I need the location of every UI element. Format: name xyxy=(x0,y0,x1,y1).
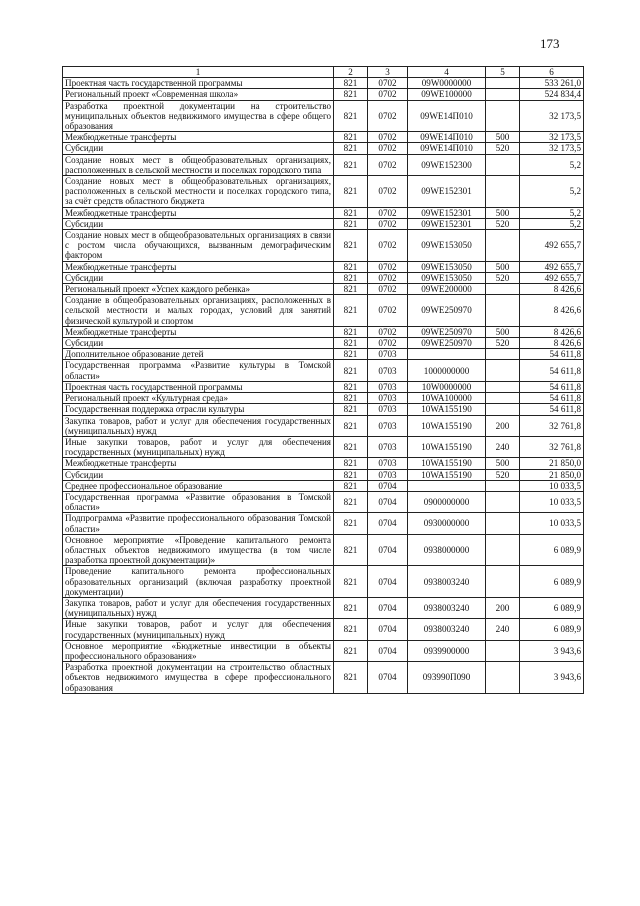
row-ministry-code: 821 xyxy=(334,295,368,327)
row-amount: 6 089,9 xyxy=(520,566,584,598)
row-name: Создание новых мест в общеобразовательных организациях, расположенных в сельской местности и поселках городского типа, за счёт средств областного бюджета xyxy=(63,176,334,208)
table-row xyxy=(63,566,584,598)
row-target-code: 0938000000 xyxy=(408,534,486,566)
row-ministry-code: 821 xyxy=(334,393,368,404)
row-name: Среднее профессиональное образование xyxy=(63,480,334,491)
table-row xyxy=(63,176,584,208)
row-target-code: 09WE250970 xyxy=(408,295,486,327)
table-row xyxy=(63,360,584,381)
row-name: Межбюджетные трансферты xyxy=(63,207,334,218)
row-name: Проведение капитального ремонта профессиональных образовательных организаций (включая разработку проектной документации) xyxy=(63,566,334,598)
row-amount: 32 173,5 xyxy=(520,100,584,132)
row-ministry-code: 821 xyxy=(334,89,368,100)
row-target-code: 09WE14П010 xyxy=(408,143,486,154)
row-section-code: 0702 xyxy=(368,89,408,100)
row-ministry-code: 821 xyxy=(334,436,368,457)
row-name: Межбюджетные трансферты xyxy=(63,132,334,143)
row-name: Основное мероприятие «Бюджетные инвестиции в объекты профессионального образования» xyxy=(63,640,334,661)
header-cell: 2 xyxy=(334,67,368,78)
row-expense-type xyxy=(486,176,520,208)
table-row xyxy=(63,381,584,392)
row-amount: 8 426,6 xyxy=(520,295,584,327)
row-name: Субсидии xyxy=(63,218,334,229)
row-section-code: 0703 xyxy=(368,381,408,392)
table-row xyxy=(63,218,584,229)
row-section-code: 0703 xyxy=(368,349,408,360)
table-row xyxy=(63,89,584,100)
table-row xyxy=(63,338,584,349)
row-expense-type xyxy=(486,393,520,404)
row-section-code: 0702 xyxy=(368,230,408,262)
table-row xyxy=(63,640,584,661)
row-section-code: 0702 xyxy=(368,143,408,154)
page-number: 173 xyxy=(540,36,560,51)
row-target-code: 0938003240 xyxy=(408,566,486,598)
row-amount: 6 089,9 xyxy=(520,619,584,640)
table-row xyxy=(63,154,584,175)
row-section-code: 0704 xyxy=(368,662,408,694)
table-row xyxy=(63,393,584,404)
row-amount: 524 834,4 xyxy=(520,89,584,100)
row-ministry-code: 821 xyxy=(334,261,368,272)
row-ministry-code: 821 xyxy=(334,176,368,208)
table-row xyxy=(63,349,584,360)
row-expense-type: 200 xyxy=(486,415,520,436)
row-expense-type: 520 xyxy=(486,272,520,283)
row-target-code: 093990П090 xyxy=(408,662,486,694)
row-amount: 5,2 xyxy=(520,176,584,208)
row-section-code: 0704 xyxy=(368,619,408,640)
row-ministry-code: 821 xyxy=(334,284,368,295)
row-section-code: 0704 xyxy=(368,640,408,661)
row-ministry-code: 821 xyxy=(334,78,368,89)
row-ministry-code: 821 xyxy=(334,207,368,218)
row-section-code: 0703 xyxy=(368,469,408,480)
row-ministry-code: 821 xyxy=(334,491,368,512)
row-expense-type xyxy=(486,100,520,132)
row-ministry-code: 821 xyxy=(334,143,368,154)
row-expense-type xyxy=(486,480,520,491)
row-amount: 533 261,0 xyxy=(520,78,584,89)
row-amount: 8 426,6 xyxy=(520,338,584,349)
row-amount: 54 611,8 xyxy=(520,349,584,360)
row-amount: 492 655,7 xyxy=(520,261,584,272)
table-row xyxy=(63,404,584,415)
row-ministry-code: 821 xyxy=(334,469,368,480)
row-ministry-code: 821 xyxy=(334,381,368,392)
row-ministry-code: 821 xyxy=(334,513,368,534)
row-target-code: 09W0000000 xyxy=(408,78,486,89)
row-target-code: 09WE14П010 xyxy=(408,132,486,143)
table-row xyxy=(63,534,584,566)
row-expense-type xyxy=(486,349,520,360)
table-row xyxy=(63,436,584,457)
table-row xyxy=(63,78,584,89)
row-target-code: 09WE153050 xyxy=(408,272,486,283)
row-expense-type: 520 xyxy=(486,218,520,229)
row-expense-type xyxy=(486,78,520,89)
row-section-code: 0702 xyxy=(368,338,408,349)
row-amount: 3 943,6 xyxy=(520,662,584,694)
row-target-code xyxy=(408,349,486,360)
row-section-code: 0702 xyxy=(368,154,408,175)
row-section-code: 0703 xyxy=(368,415,408,436)
row-target-code: 10W0000000 xyxy=(408,381,486,392)
row-amount: 54 611,8 xyxy=(520,360,584,381)
row-target-code: 10WA155190 xyxy=(408,415,486,436)
row-name: Региональный проект «Успех каждого ребенка» xyxy=(63,284,334,295)
row-expense-type xyxy=(486,381,520,392)
row-target-code: 09WE152301 xyxy=(408,207,486,218)
row-section-code: 0702 xyxy=(368,261,408,272)
row-name: Основное мероприятие «Проведение капитального ремонта областных объектов недвижимого имущества (в том числе разработка проектной документации)» xyxy=(63,534,334,566)
row-name: Создание в общеобразовательных организациях, расположенных в сельской местности и малых городах, условий для занятий физической культурой и спортом xyxy=(63,295,334,327)
row-section-code: 0704 xyxy=(368,597,408,618)
row-target-code: 0939900000 xyxy=(408,640,486,661)
row-expense-type: 500 xyxy=(486,326,520,337)
row-section-code: 0704 xyxy=(368,480,408,491)
row-target-code: 09WE152301 xyxy=(408,176,486,208)
row-section-code: 0702 xyxy=(368,326,408,337)
row-name: Иные закупки товаров, работ и услуг для обеспечения государственных (муниципальных) нужд xyxy=(63,436,334,457)
row-expense-type: 500 xyxy=(486,261,520,272)
row-ministry-code: 821 xyxy=(334,100,368,132)
row-target-code: 10WA100000 xyxy=(408,393,486,404)
row-ministry-code: 821 xyxy=(334,415,368,436)
row-name: Закупка товаров, работ и услуг для обеспечения государственных (муниципальных) нужд xyxy=(63,415,334,436)
row-target-code: 09WE14П010 xyxy=(408,100,486,132)
row-expense-type xyxy=(486,295,520,327)
row-target-code: 09WE152300 xyxy=(408,154,486,175)
row-section-code: 0704 xyxy=(368,566,408,598)
table-row xyxy=(63,284,584,295)
row-ministry-code: 821 xyxy=(334,272,368,283)
row-section-code: 0702 xyxy=(368,284,408,295)
row-name: Государственная поддержка отрасли культуры xyxy=(63,404,334,415)
table-row xyxy=(63,261,584,272)
row-section-code: 0703 xyxy=(368,436,408,457)
row-name: Подпрограмма «Развитие профессионального образования Томской области» xyxy=(63,513,334,534)
row-expense-type xyxy=(486,284,520,295)
row-amount: 8 426,6 xyxy=(520,326,584,337)
row-amount: 6 089,9 xyxy=(520,597,584,618)
row-expense-type: 500 xyxy=(486,132,520,143)
row-ministry-code: 821 xyxy=(334,619,368,640)
row-target-code: 10WA155190 xyxy=(408,404,486,415)
row-target-code: 09WE200000 xyxy=(408,284,486,295)
table-row xyxy=(63,230,584,262)
row-amount: 492 655,7 xyxy=(520,272,584,283)
row-target-code: 1000000000 xyxy=(408,360,486,381)
row-name: Субсидии xyxy=(63,272,334,283)
row-target-code: 0900000000 xyxy=(408,491,486,512)
row-target-code xyxy=(408,480,486,491)
row-name: Региональный проект «Современная школа» xyxy=(63,89,334,100)
row-section-code: 0703 xyxy=(368,404,408,415)
row-section-code: 0702 xyxy=(368,207,408,218)
row-target-code: 10WA155190 xyxy=(408,436,486,457)
row-section-code: 0703 xyxy=(368,360,408,381)
row-amount: 54 611,8 xyxy=(520,381,584,392)
row-ministry-code: 821 xyxy=(334,566,368,598)
row-section-code: 0703 xyxy=(368,458,408,469)
row-expense-type: 500 xyxy=(486,458,520,469)
row-section-code: 0704 xyxy=(368,534,408,566)
row-expense-type xyxy=(486,404,520,415)
row-name: Разработка проектной документации на строительство областных объектов недвижимого имущества в сфере профессионального образования xyxy=(63,662,334,694)
row-ministry-code: 821 xyxy=(334,640,368,661)
row-section-code: 0704 xyxy=(368,491,408,512)
row-section-code: 0702 xyxy=(368,295,408,327)
row-ministry-code: 821 xyxy=(334,360,368,381)
row-expense-type xyxy=(486,360,520,381)
row-amount: 21 850,0 xyxy=(520,469,584,480)
row-ministry-code: 821 xyxy=(334,597,368,618)
row-target-code: 09WE153050 xyxy=(408,261,486,272)
row-name: Межбюджетные трансферты xyxy=(63,458,334,469)
row-expense-type xyxy=(486,89,520,100)
table-row xyxy=(63,207,584,218)
row-ministry-code: 821 xyxy=(334,480,368,491)
row-ministry-code: 821 xyxy=(334,154,368,175)
row-name: Иные закупки товаров, работ и услуг для обеспечения государственных (муниципальных) нужд xyxy=(63,619,334,640)
row-amount: 54 611,8 xyxy=(520,393,584,404)
row-amount: 10 033,5 xyxy=(520,480,584,491)
table-row xyxy=(63,480,584,491)
table-row xyxy=(63,100,584,132)
row-amount: 32 761,8 xyxy=(520,436,584,457)
row-ministry-code: 821 xyxy=(334,230,368,262)
row-expense-type: 520 xyxy=(486,338,520,349)
row-target-code: 09WE250970 xyxy=(408,338,486,349)
row-expense-type xyxy=(486,534,520,566)
row-section-code: 0702 xyxy=(368,132,408,143)
row-target-code: 09WE250970 xyxy=(408,326,486,337)
row-name: Закупка товаров, работ и услуг для обеспечения государственных (муниципальных) нужд xyxy=(63,597,334,618)
row-amount: 32 173,5 xyxy=(520,132,584,143)
row-section-code: 0702 xyxy=(368,218,408,229)
row-target-code: 10WA155190 xyxy=(408,458,486,469)
table-row xyxy=(63,326,584,337)
row-expense-type xyxy=(486,640,520,661)
row-ministry-code: 821 xyxy=(334,326,368,337)
row-expense-type: 520 xyxy=(486,469,520,480)
row-expense-type: 240 xyxy=(486,436,520,457)
row-ministry-code: 821 xyxy=(334,338,368,349)
row-expense-type xyxy=(486,662,520,694)
row-target-code: 0938003240 xyxy=(408,597,486,618)
table-row xyxy=(63,469,584,480)
row-expense-type xyxy=(486,513,520,534)
row-ministry-code: 821 xyxy=(334,662,368,694)
row-name: Субсидии xyxy=(63,143,334,154)
row-name: Проектная часть государственной программы xyxy=(63,381,334,392)
header-cell: 4 xyxy=(408,67,486,78)
row-amount: 6 089,9 xyxy=(520,534,584,566)
row-amount: 5,2 xyxy=(520,207,584,218)
row-expense-type xyxy=(486,491,520,512)
row-amount: 10 033,5 xyxy=(520,491,584,512)
row-amount: 32 173,5 xyxy=(520,143,584,154)
row-name: Региональный проект «Культурная среда» xyxy=(63,393,334,404)
row-section-code: 0702 xyxy=(368,272,408,283)
table-row xyxy=(63,143,584,154)
table-row xyxy=(63,662,584,694)
row-ministry-code: 821 xyxy=(334,218,368,229)
row-amount: 5,2 xyxy=(520,218,584,229)
row-expense-type xyxy=(486,566,520,598)
row-ministry-code: 821 xyxy=(334,534,368,566)
table-row xyxy=(63,619,584,640)
row-section-code: 0704 xyxy=(368,513,408,534)
table-row xyxy=(63,415,584,436)
row-name: Дополнительное образование детей xyxy=(63,349,334,360)
row-amount: 21 850,0 xyxy=(520,458,584,469)
header-cell: 3 xyxy=(368,67,408,78)
row-target-code: 09WE152301 xyxy=(408,218,486,229)
budget-table xyxy=(62,66,584,694)
row-name: Государственная программа «Развитие образования в Томской области» xyxy=(63,491,334,512)
row-ministry-code: 821 xyxy=(334,349,368,360)
table-row xyxy=(63,513,584,534)
table-row xyxy=(63,132,584,143)
row-target-code: 10WA155190 xyxy=(408,469,486,480)
row-ministry-code: 821 xyxy=(334,404,368,415)
row-ministry-code: 821 xyxy=(334,132,368,143)
header-cell: 5 xyxy=(486,67,520,78)
row-amount: 8 426,6 xyxy=(520,284,584,295)
row-expense-type: 500 xyxy=(486,207,520,218)
table-row xyxy=(63,491,584,512)
row-expense-type xyxy=(486,230,520,262)
table-row xyxy=(63,272,584,283)
row-target-code: 0930000000 xyxy=(408,513,486,534)
row-name: Субсидии xyxy=(63,469,334,480)
row-name: Проектная часть государственной программы xyxy=(63,78,334,89)
row-name: Государственная программа «Развитие культуры в Томской области» xyxy=(63,360,334,381)
row-amount: 10 033,5 xyxy=(520,513,584,534)
row-target-code: 09WE153050 xyxy=(408,230,486,262)
row-name: Субсидии xyxy=(63,338,334,349)
table-row xyxy=(63,458,584,469)
row-target-code: 09WE100000 xyxy=(408,89,486,100)
row-name: Межбюджетные трансферты xyxy=(63,261,334,272)
row-ministry-code: 821 xyxy=(334,458,368,469)
row-section-code: 0702 xyxy=(368,78,408,89)
row-expense-type: 200 xyxy=(486,597,520,618)
header-row xyxy=(63,67,584,78)
row-section-code: 0703 xyxy=(368,393,408,404)
row-expense-type xyxy=(486,154,520,175)
row-section-code: 0702 xyxy=(368,100,408,132)
row-section-code: 0702 xyxy=(368,176,408,208)
row-name: Создание новых мест в общеобразовательных организациях, расположенных в сельской местности и поселках городского типа xyxy=(63,154,334,175)
row-amount: 492 655,7 xyxy=(520,230,584,262)
row-name: Межбюджетные трансферты xyxy=(63,326,334,337)
table-row xyxy=(63,597,584,618)
row-target-code: 0938003240 xyxy=(408,619,486,640)
row-amount: 5,2 xyxy=(520,154,584,175)
header-cell: 1 xyxy=(63,67,334,78)
header-cell: 6 xyxy=(520,67,584,78)
table-row xyxy=(63,295,584,327)
row-name: Разработка проектной документации на строительство муниципальных объектов недвижимого имущества в сфере общего образования xyxy=(63,100,334,132)
row-amount: 3 943,6 xyxy=(520,640,584,661)
row-expense-type: 520 xyxy=(486,143,520,154)
row-amount: 54 611,8 xyxy=(520,404,584,415)
row-expense-type: 240 xyxy=(486,619,520,640)
row-name: Создание новых мест в общеобразовательных организациях в связи с ростом числа обучающихся, вызванным демографическим фактором xyxy=(63,230,334,262)
row-amount: 32 761,8 xyxy=(520,415,584,436)
